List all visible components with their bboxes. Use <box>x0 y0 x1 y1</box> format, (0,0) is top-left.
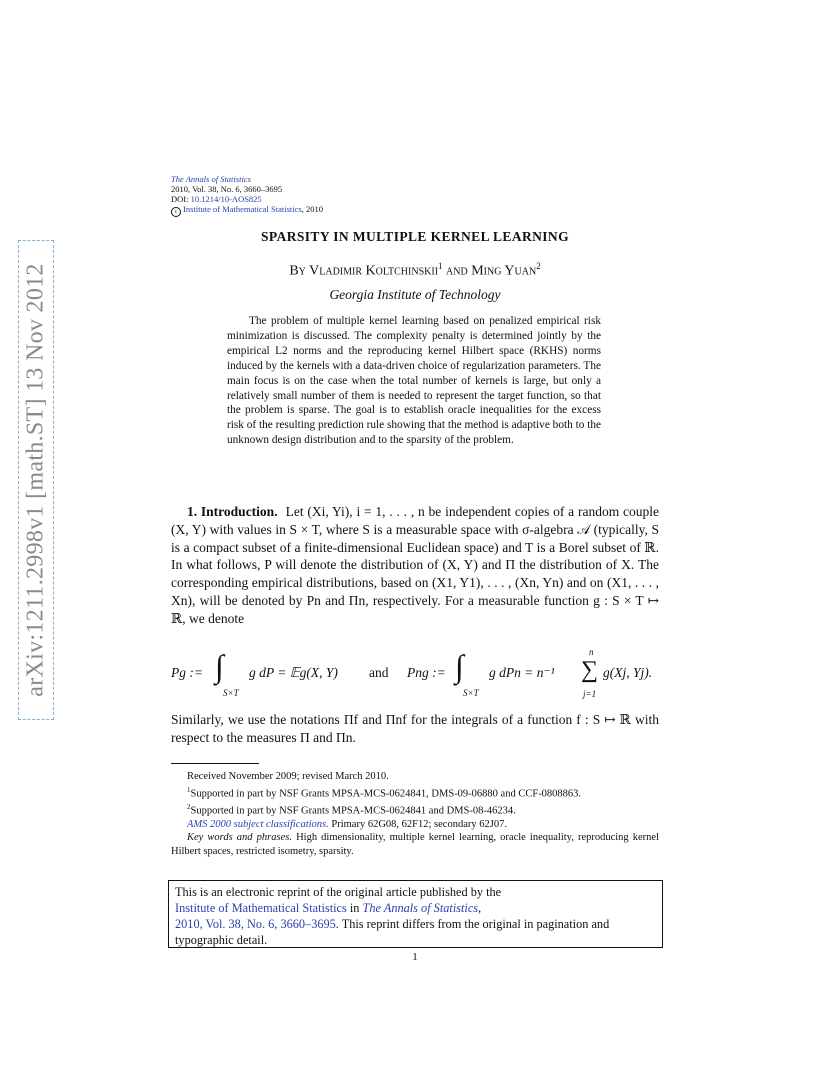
similarly-paragraph: Similarly, we use the notations Πf and Πnf for the integrals of a function f : S ↦ ℝ with respect to the measures Π and Πn. <box>171 712 659 745</box>
footnote-1-text: Supported in part by NSF Grants MPSA-MCS-0624841, DMS-09-06880 and CCF-0808863. <box>190 788 582 800</box>
keywords-text: High dimensionality, multiple kernel learning, oracle inequality, reproducing kernel Hilbert spaces, restricted isometry, sparsity. <box>171 832 660 857</box>
journal-volume: 2010, Vol. 38, No. 6, 3660–3695 <box>171 184 283 194</box>
footnote-2-mark: 2 <box>187 802 191 811</box>
integral-sign-1: ∫ <box>215 648 224 684</box>
author1-footnote-mark: 1 <box>438 261 443 271</box>
footnote-1 <box>171 784 659 801</box>
sum-upper-limit: n <box>589 647 594 657</box>
paper-title: SPARSITY IN MULTIPLE KERNEL LEARNING <box>261 229 569 244</box>
ams-codes: Primary 62G08, 62F12; secondary 62J07. <box>331 818 507 830</box>
keywords <box>171 831 659 858</box>
display-equation <box>171 645 661 707</box>
affiliation: Georgia Institute of Technology <box>329 287 501 302</box>
eq-body-2: g dPn = n⁻¹ <box>489 665 555 680</box>
author-koltchinskii: Vladimir Koltchinskii <box>309 263 439 279</box>
introduction-paragraph <box>171 503 659 628</box>
doi-link[interactable]: 10.1214/10-AOS825 <box>190 194 262 204</box>
keywords-label: Key words and phrases. <box>187 832 292 844</box>
ams-classification <box>171 818 659 832</box>
section-heading-introduction: 1. Introduction. <box>187 504 278 519</box>
reprint-publisher-link[interactable]: Institute of Mathematical Statistics <box>175 901 347 915</box>
integral-domain-2: S×T <box>463 688 479 698</box>
reprint-in: in <box>349 901 360 915</box>
and-word: and <box>446 263 468 279</box>
footnote-2-text: Supported in part by NSF Grants MPSA-MCS-0624841 and DMS-08-46234. <box>190 805 516 817</box>
eq-body-1: g dP = 𝔼g(X, Y) <box>249 665 338 680</box>
author-yuan: Ming Yuan <box>471 263 537 279</box>
reprint-journal-link[interactable]: The Annals of Statistics <box>362 901 479 915</box>
integral-domain-1: S×T <box>223 688 239 698</box>
introduction-text: Let (Xi, Yi), i = 1, . . . , n be independent copies of a random couple (X, Y) with values in S × T, where S is a measurable space with σ-algebra 𝒜 (typically, S is a compact subset of a finite-dimensional Euclidean space) and T is a Borel subset of ℝ. In what follows, P will denote the distribution of (X, Y) and Π the distribution of X. The corresponding empirical distributions, based on (X1, Y1), . . . , (Xn, Yn) and on (X1, . . . , Xn), will be denoted by Pn and Πn, respectively. For a measurable function g : S × T ↦ ℝ, we denote <box>171 504 659 626</box>
eq-tail: g(Xj, Yj). <box>603 665 653 680</box>
doi-label: DOI: <box>171 194 189 204</box>
arxiv-side-stamp <box>18 240 54 720</box>
received-note: Received November 2009; revised March 2010. <box>187 771 389 782</box>
eq-and: and <box>369 665 389 680</box>
eq-lhs-pg: Pg := <box>171 665 203 680</box>
abstract: The problem of multiple kernel learning based on penalized empirical risk minimization is discussed. The complexity penalty is determined jointly by the empirical L2 norms and the reproducing kernel Hilbert space (RKHS) norms induced by the kernels with a data-driven choice of regularization parameters. The main focus is on the case when the total number of kernels is large, but only a relatively small number of them is needed to represent the target function, so that the problem is sparse. The goal is to establish oracle inequalities for the excess risk of the resulting prediction rule showing that the method is adaptive both to the unknown design distribution and to the sparsity of the problem. <box>227 315 601 447</box>
reprint-comma: , <box>478 901 482 915</box>
footnote-2 <box>171 801 659 818</box>
copyright-icon: c <box>171 207 181 217</box>
journal-name-link[interactable]: The Annals of Statistics <box>171 174 251 184</box>
copyright-line <box>171 204 323 217</box>
footnote-rule <box>171 763 259 764</box>
publisher-link[interactable]: Institute of Mathematical Statistics <box>183 204 302 214</box>
author-line <box>171 261 659 280</box>
author2-footnote-mark: 2 <box>536 261 541 271</box>
eq-lhs-png: Png := <box>407 665 446 680</box>
footnotes <box>171 770 659 859</box>
copyright-year: , 2010 <box>301 204 323 214</box>
footnote-1-mark: 1 <box>187 785 191 794</box>
ams-link[interactable]: AMS 2000 subject classifications. <box>187 818 329 830</box>
reprint-line-1: This is an electronic reprint of the original article published by the <box>175 885 502 899</box>
reprint-citation-link[interactable]: 2010, Vol. 38, No. 6, 3660–3695 <box>175 917 336 931</box>
by-word: By <box>289 263 306 279</box>
sum-lower-limit: j=1 <box>583 689 597 699</box>
reprint-rest: . This reprint differs from the original in pagination and typographic detail. <box>175 917 610 947</box>
arxiv-identifier: arXiv:1211.2998v1 [math.ST] 13 Nov 2012 <box>22 263 49 697</box>
reprint-notice-box <box>168 880 663 948</box>
journal-header <box>171 174 323 217</box>
doi-line <box>171 194 323 204</box>
integral-sign-2: ∫ <box>455 648 464 684</box>
sum-sign: ∑ <box>581 657 599 683</box>
page-number: 1 <box>412 951 418 963</box>
